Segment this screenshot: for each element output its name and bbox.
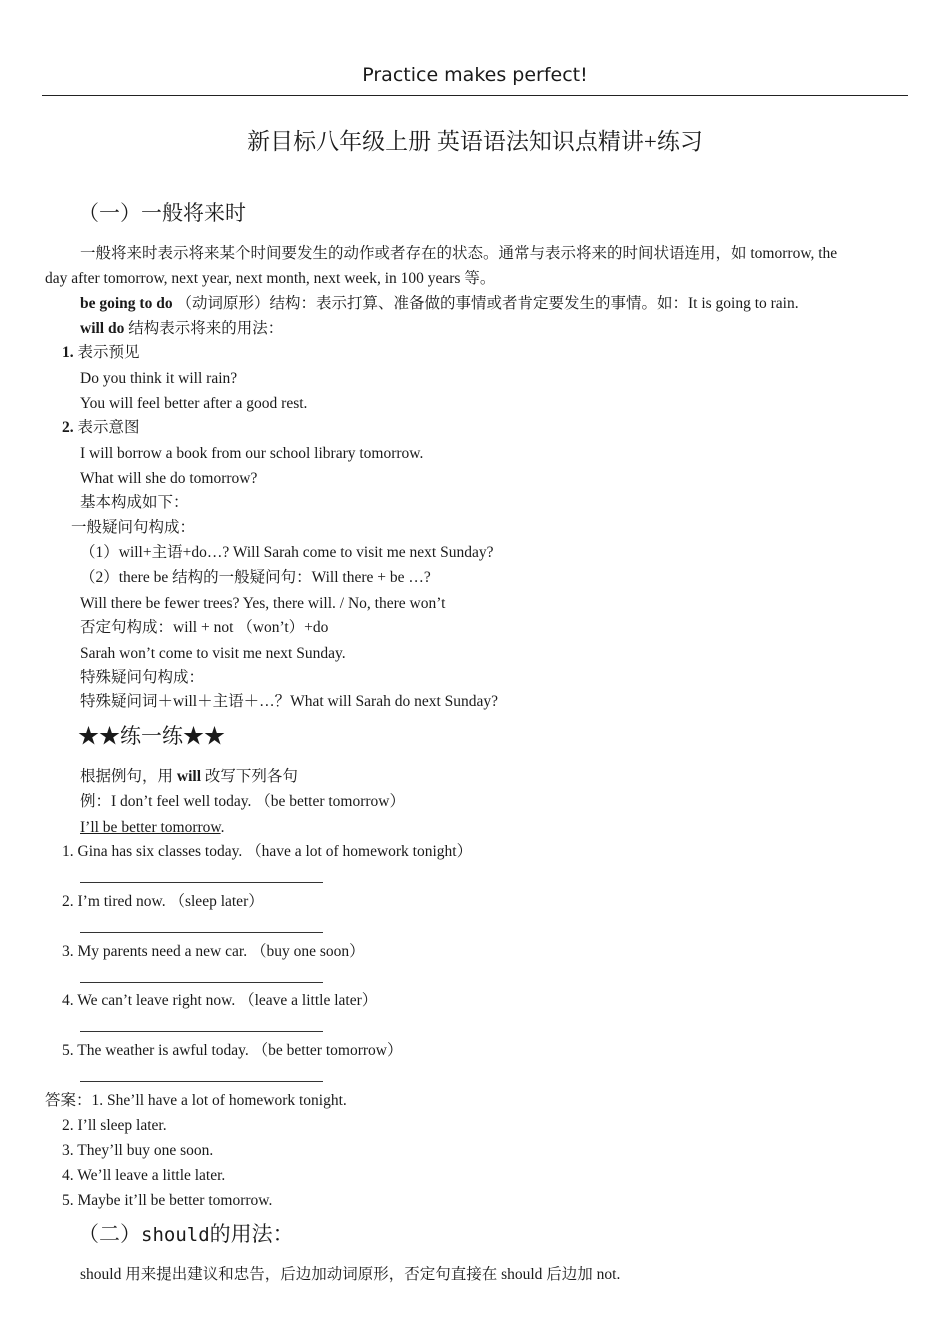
- answer-3: 3. They’ll buy one soon.: [62, 1142, 214, 1159]
- intro-line1: 一般将来时表示将来某个时间要发生的动作或者存在的状态。通常与表示将来的时间状语连用，如 tomorrow, the: [80, 245, 838, 262]
- special-question-heading: 特殊疑问句构成：: [80, 669, 205, 686]
- example-4: What will she do tomorrow?: [80, 470, 258, 487]
- answer-blank-2[interactable]: [80, 932, 323, 933]
- page-title: 新目标八年级上册 英语语法知识点精讲+练习: [247, 129, 703, 154]
- general-question-heading: 一般疑问句构成：: [71, 519, 196, 536]
- section2-heading: [78, 1218, 294, 1248]
- negative-example: Sarah won’t come to visit me next Sunday.: [80, 645, 346, 662]
- general-question-rule-2: （2）there be 结构的一般疑问句：Will there + be …?: [80, 569, 431, 586]
- section2-heading-post: 的用法：: [209, 1222, 294, 1246]
- answer-blank-1[interactable]: [80, 882, 323, 883]
- example-2: You will feel better after a good rest.: [80, 395, 308, 412]
- point1: [62, 343, 140, 363]
- example-3: I will borrow a book from our school library tomorrow.: [80, 445, 424, 462]
- example-answer-period: .: [220, 819, 225, 836]
- exercise-item-3: 3. My parents need a new car. （buy one soon）: [62, 943, 365, 960]
- practice-example-answer: [80, 818, 224, 838]
- answer-blank-3[interactable]: [80, 982, 323, 983]
- point2-label: 表示意图: [77, 419, 140, 436]
- section2-heading-word: should: [141, 1224, 210, 1246]
- answer-1-line: [45, 1091, 347, 1111]
- answer-blank-4[interactable]: [80, 1031, 323, 1032]
- example-1: Do you think it will rain?: [80, 370, 238, 387]
- answer-1: 1. She’ll have a lot of homework tonight.: [91, 1092, 347, 1109]
- answer-blank-5[interactable]: [80, 1081, 323, 1082]
- practice-heading: ★★练一练★★: [78, 724, 225, 748]
- section2-text: should 用来提出建议和忠告，后边加动词原形，否定句直接在 should 后边加 not.: [80, 1266, 621, 1283]
- answer-5: 5. Maybe it’ll be better tomorrow.: [62, 1192, 273, 1209]
- instruction-pre: 根据例句，用: [80, 768, 174, 785]
- will-do-term: will do: [80, 320, 125, 337]
- will-do-line: [80, 319, 283, 339]
- exercise-item-5: 5. The weather is awful today. （be better tomorrow）: [62, 1042, 403, 1059]
- page-header: Practice makes perfect!: [362, 64, 588, 86]
- practice-instruction: [80, 767, 298, 787]
- header-rule: [42, 95, 908, 96]
- be-going-line: [80, 294, 799, 314]
- answer-2: 2. I’ll sleep later.: [62, 1117, 167, 1134]
- be-going-desc: （动词原形）结构：表示打算、准备做的事情或者肯定要发生的事情。如：It is going to rain.: [176, 295, 799, 312]
- general-question-rule-1: （1）will+主语+do…? Will Sarah come to visit me next Sunday?: [80, 544, 494, 561]
- point1-label: 表示预见: [77, 344, 140, 361]
- general-question-example: Will there be fewer trees? Yes, there will. / No, there won’t: [80, 595, 446, 612]
- basic-structure: 基本构成如下：: [80, 494, 189, 511]
- instruction-post: 改写下列各句: [204, 768, 298, 785]
- exercise-item-2: 2. I’m tired now. （sleep later）: [62, 893, 264, 910]
- point2: [62, 418, 140, 438]
- section1-heading: （一）一般将来时: [78, 201, 246, 225]
- exercise-item-4: 4. We can’t leave right now. （leave a little later）: [62, 992, 378, 1009]
- intro-line2: day after tomorrow, next year, next month, next week, in 100 years 等。: [45, 270, 496, 287]
- practice-example: 例：I don’t feel well today. （be better tomorrow）: [80, 793, 405, 810]
- point2-number: 2.: [62, 419, 74, 436]
- answer-4: 4. We’ll leave a little later.: [62, 1167, 226, 1184]
- will-do-desc: 结构表示将来的用法：: [128, 320, 284, 337]
- be-going-term: be going to do: [80, 295, 173, 312]
- example-answer-text: I’ll be better tomorrow: [80, 819, 221, 836]
- instruction-keyword: will: [176, 768, 202, 785]
- section2-heading-pre: （二）: [78, 1222, 141, 1246]
- exercise-item-1: 1. Gina has six classes today. （have a lot of homework tonight）: [62, 843, 473, 860]
- special-question-rule: 特殊疑问词＋will＋主语＋…？What will Sarah do next Sunday?: [80, 693, 499, 710]
- point1-number: 1.: [62, 344, 74, 361]
- negative-rule: 否定句构成：will + not （won’t）+do: [80, 619, 329, 636]
- answers-label: 答案：: [45, 1092, 92, 1109]
